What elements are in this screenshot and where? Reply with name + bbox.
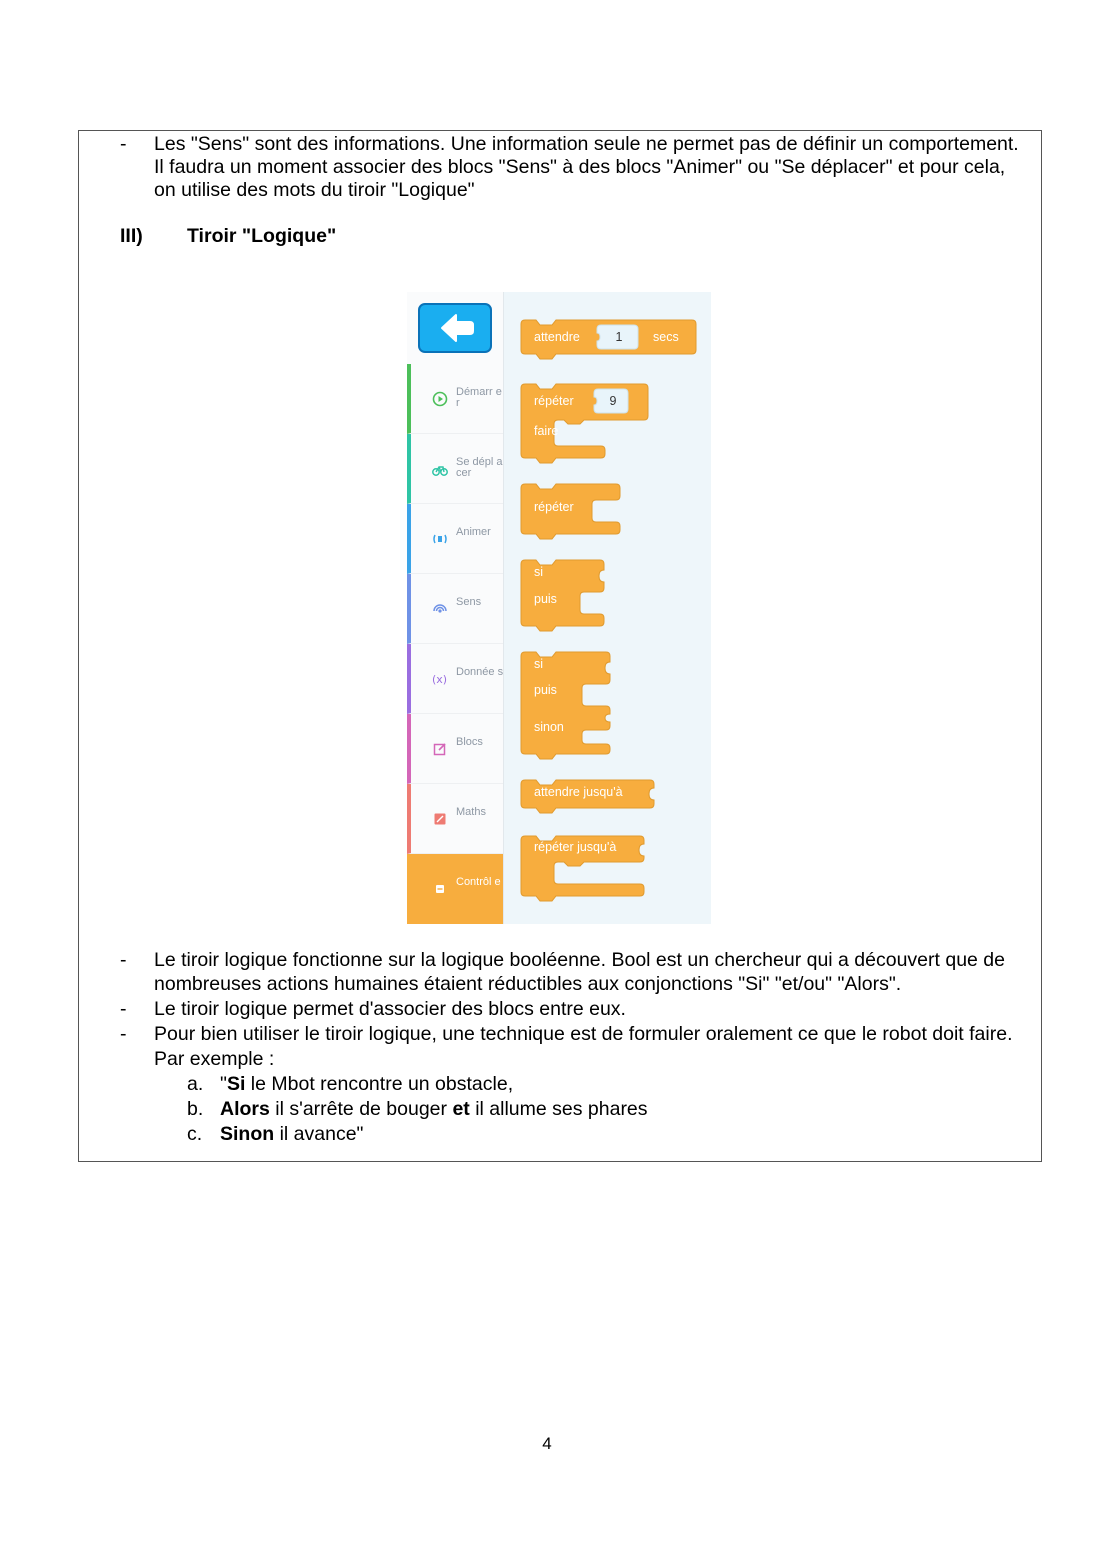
category-label: Contrôl e xyxy=(456,876,501,888)
wait-value[interactable]: 1 xyxy=(615,330,623,344)
category-label: Donnée s xyxy=(456,666,504,678)
control-icon xyxy=(431,880,449,898)
bike-icon xyxy=(431,460,449,478)
intro-line-3: on utilise des mots du tiroir "Logique" xyxy=(154,179,475,201)
play-icon xyxy=(431,390,449,408)
then-label: puis xyxy=(534,592,557,606)
category-item[interactable] xyxy=(407,854,503,924)
wait-until-label: attendre jusqu'à xyxy=(534,785,623,799)
intro-line-1: Les "Sens" sont des informations. Une information seule ne permet pas de définir un comportement. xyxy=(154,133,1019,155)
variable-icon xyxy=(431,670,449,688)
category-label: Blocs xyxy=(456,736,483,748)
edit-icon xyxy=(431,740,449,758)
category-label: Se dépl acer xyxy=(456,456,503,479)
example-c-marker: c. xyxy=(187,1123,203,1145)
category-sidebar xyxy=(407,292,503,924)
repeat-until-label: répéter jusqu'à xyxy=(534,840,617,854)
category-item[interactable] xyxy=(407,714,503,784)
sound-icon xyxy=(431,530,449,548)
category-item[interactable] xyxy=(407,644,503,714)
example-a-marker: a. xyxy=(187,1073,204,1095)
bullet-marker: - xyxy=(120,133,127,155)
block-palette xyxy=(503,292,711,924)
note-3-line-2: Par exemple : xyxy=(154,1048,275,1070)
math-icon xyxy=(431,810,449,828)
if-else-then-label: puis xyxy=(534,683,557,697)
page-number: 4 xyxy=(542,1434,552,1453)
category-item[interactable] xyxy=(407,574,503,644)
example-b-marker: b. xyxy=(187,1098,204,1120)
intro-line-2: Il faudra un moment associer des blocs "Sens" à des blocs "Animer" ou "Se déplacer" et pour cela, xyxy=(154,156,1006,178)
if-else-if-label: si xyxy=(534,657,544,671)
svg-text:(x): (x) xyxy=(432,673,448,686)
section-title: Tiroir "Logique" xyxy=(187,225,337,247)
repeat-n-value[interactable]: 9 xyxy=(609,394,617,408)
category-item[interactable] xyxy=(407,434,503,504)
palette-screenshot xyxy=(407,292,711,924)
if-label: si xyxy=(534,565,544,579)
example-b: Alors il s'arrête de bouger et il allume ses phares xyxy=(220,1098,648,1120)
note-1-line-2: nombreuses actions humaines étaient réductibles aux conjonctions "Si" "et/ou" "Alors". xyxy=(154,973,902,995)
example-a: "Si le Mbot rencontre un obstacle, xyxy=(220,1073,514,1095)
repeat-label: répéter xyxy=(534,500,574,514)
note-1-line-1: Le tiroir logique fonctionne sur la logique booléenne. Bool est un chercheur qui a découvert que de xyxy=(154,949,1006,971)
bullet-marker: - xyxy=(120,1023,127,1045)
back-button[interactable] xyxy=(418,303,492,353)
wait-unit: secs xyxy=(653,330,679,344)
bullet-marker: - xyxy=(120,998,127,1020)
category-item[interactable] xyxy=(407,784,503,854)
arrow-left-icon xyxy=(420,305,490,351)
repeat-n-label: répéter xyxy=(534,394,574,408)
blocks-canvas xyxy=(504,292,711,924)
bullet-marker: - xyxy=(120,949,127,971)
section-number: III) xyxy=(120,225,143,247)
note-3-line-1: Pour bien utiliser le tiroir logique, une technique est de formuler oralement ce que le robot doit faire. xyxy=(154,1023,1013,1045)
category-label: Démarr er xyxy=(456,386,502,409)
sensor-icon xyxy=(431,600,449,618)
example-c: Sinon il avance" xyxy=(220,1123,364,1145)
note-2: Le tiroir logique permet d'associer des blocs entre eux. xyxy=(154,998,626,1020)
category-label: Sens xyxy=(456,596,482,608)
else-label: sinon xyxy=(534,720,564,734)
category-label: Animer xyxy=(456,526,491,538)
category-item[interactable] xyxy=(407,504,503,574)
category-item[interactable] xyxy=(407,364,503,434)
wait-label: attendre xyxy=(534,330,580,344)
category-label: Maths xyxy=(456,806,486,818)
repeat-n-do-label: faire xyxy=(534,424,559,438)
